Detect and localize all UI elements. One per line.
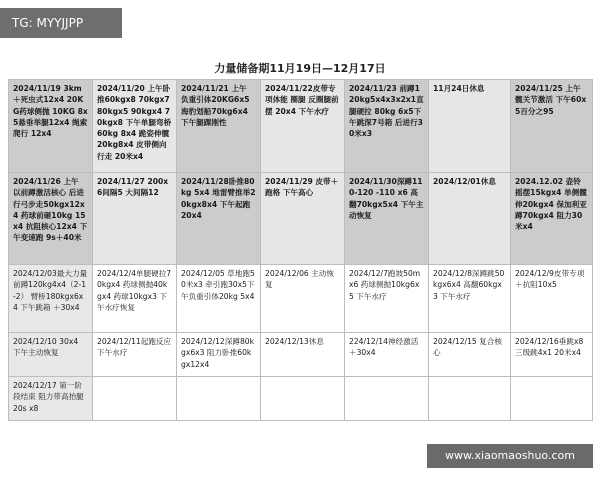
table-cell: 11月24日休息: [429, 80, 511, 173]
table-cell: 2024/11/27 200x6间隔5 大间隔12: [93, 173, 177, 265]
table-cell: 2024/11/20 上午卧推60kgx8 70kgx7 80kgx5 90kgx4 70kgx8 下午单腿弯桥60kg 8x4 跪姿伸髋20kg8x4 皮带侧向行走 20米x4: [93, 80, 177, 173]
watermark: www.xiaomaoshuo.com: [427, 444, 593, 468]
table-row: [9, 173, 593, 265]
table-cell: [429, 377, 511, 421]
table-cell: 2024/11/23 前蹲120kg5x4x3x2x1直腿硬拉 80kg 6x5下午跳深7号箱 后进行30米x3: [345, 80, 429, 173]
table-cell: 2024/12/03最大力量 前蹲120kg4x4（2-1-2） 臂桥180kgx6x4 下午跳箱 ＋30x4: [9, 265, 93, 333]
table-cell: 2024/11/28卧推80kg 5x4 地雷臂推举20kgx8x4 下午起跑 20x4: [177, 173, 261, 265]
table-cell: 2024/12/7跑坡50mx6 药球侧抛10kg6x5 下午水疗: [345, 265, 429, 333]
table-row: [9, 265, 593, 333]
table-cell: 2024/12/17 第一阶段结束 阻力带高抬腿20s x8: [9, 377, 93, 421]
table-cell: 2024/11/29 皮带＋跑格 下午高心: [261, 173, 345, 265]
table-cell: 2024.12.02 壶铃摇摆15kgx4 单侧髋伸20kgx4 保加利亚蹲70kgx4 阻力30米x4: [511, 173, 593, 265]
table-cell: [177, 377, 261, 421]
table-row: [9, 377, 593, 421]
table-cell: 2024/12/16垂跳x8三级跳4x1 20米x4: [511, 333, 593, 377]
table-cell: [345, 377, 429, 421]
table-cell: 2024/12/4单腿硬拉70kgx4 药球侧抛40kgx4 药球10kgx3 下午水疗恢复: [93, 265, 177, 333]
table-cell: 2024/12/8深蹲跳50kgx6x4 高翻60kgx3 下午水疗: [429, 265, 511, 333]
table-cell: 2024/12/11起跑反应 下午水疗: [93, 333, 177, 377]
table-cell: [511, 377, 593, 421]
table-cell: 2024/11/19 3km＋死虫式12x4 20KG药球侧抛 10KG 8x5悬垂举腿12x4 绳索爬行 12x4: [9, 80, 93, 173]
plan-title: 力量储备期11月19日—12月17日: [214, 62, 386, 75]
table-cell: 2024/12/01休息: [429, 173, 511, 265]
table-cell: 2024/12/05 草地跑50米x3 牵引跑30x5下午负重引体20kg 5x4: [177, 265, 261, 333]
table-cell: 2024/11/22皮带专项体能 圈腿 反圈腿前摆 20x4 下午水疗: [261, 80, 345, 173]
table-cell: 224/12/14神经激活＋30x4: [345, 333, 429, 377]
table-cell: [93, 377, 177, 421]
table-cell: 2024/12/12深蹲80kgx6x3 阻力卧推60kgx12x4: [177, 333, 261, 377]
table-cell: 2024/12/15 复合核心: [429, 333, 511, 377]
table-cell: 2024/12/06 主动恢复: [261, 265, 345, 333]
training-plan-table: [8, 79, 593, 421]
table-cell: 2024/11/30深蹲110-120 -110 x6 高翻70kgx5x4 下午主动恢复: [345, 173, 429, 265]
table-cell: [261, 377, 345, 421]
table-cell: 2024/11/21 上午 负重引体20KG6x5 海豹划船70kg6x4 下午腿踝刚性: [177, 80, 261, 173]
table-cell: 2024/12/13休息: [261, 333, 345, 377]
table-cell: 2024/12/9皮带专项＋抗阻10x5: [511, 265, 593, 333]
table-cell: 2024/11/25 上午髋关节激活 下午60x5百分之95: [511, 80, 593, 173]
table-row: [9, 80, 593, 173]
channel-tag: TG: MYYJJPP: [0, 8, 122, 38]
table-cell: 2024/12/10 30x4 下午主动恢复: [9, 333, 93, 377]
table-row: [9, 333, 593, 377]
table-cell: 2024/11/26 上午 以前蹲激活核心 后进行弓步走50kgx12x4 药球前砸10kg 15x4 抗阻核心12x4 下午变速跑 9s＋40米: [9, 173, 93, 265]
